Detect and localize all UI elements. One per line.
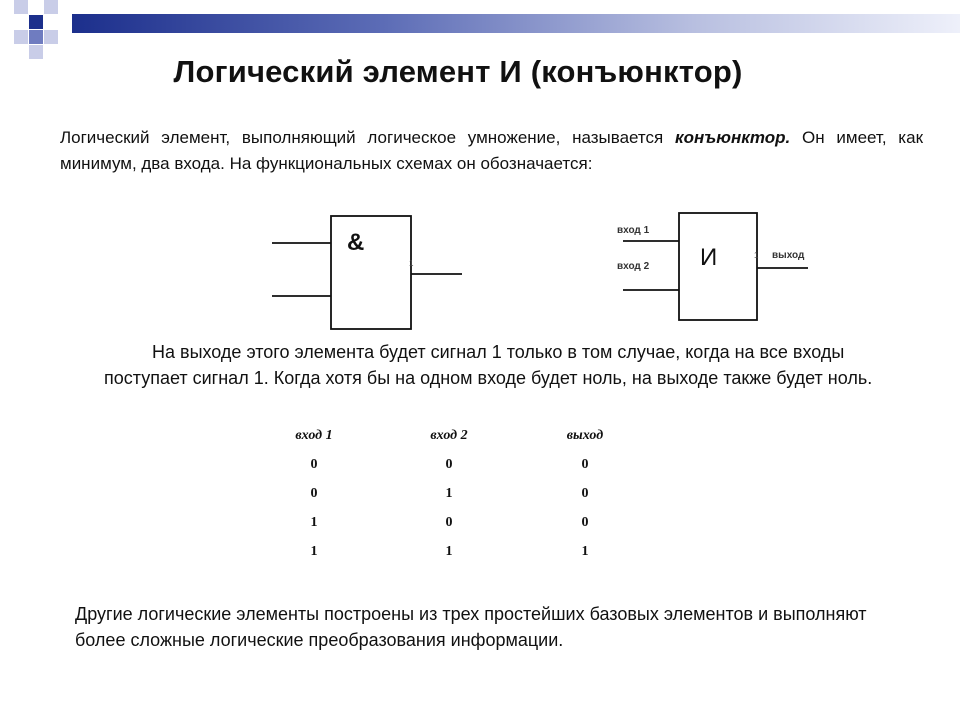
table-cell: 1 — [445, 485, 453, 501]
table-cell: 1 — [445, 543, 453, 559]
and-symbol: И — [700, 244, 718, 271]
truth-table — [272, 422, 628, 566]
table-cell: 0 — [310, 456, 318, 472]
table-cell: 1 — [581, 543, 589, 559]
explanation-paragraph — [104, 339, 894, 391]
table-cell: 1 — [310, 543, 318, 559]
header-input-1: вход 1 — [295, 428, 333, 443]
table-cell: 1 — [310, 514, 318, 530]
table-cell: 0 — [581, 456, 589, 472]
intro-text-2: Он имеет, как минимум, два входа. На функциональных схемах он обозначается: — [60, 128, 924, 173]
gate-box — [331, 216, 411, 329]
and-gate-right — [617, 213, 808, 320]
output-mark: 1 — [409, 259, 414, 268]
table-row — [272, 479, 628, 508]
header-input-2: вход 2 — [430, 428, 468, 443]
table-row — [272, 508, 628, 537]
intro-text-1: Логический элемент, выполняющий логическое умножение, называется — [60, 128, 675, 147]
output-mark: 1 — [754, 251, 759, 260]
table-row — [272, 537, 628, 566]
and-gate-left — [272, 216, 462, 329]
input-1-label: вход 1 — [617, 225, 650, 236]
table-cell: 0 — [445, 456, 453, 472]
table-cell: 0 — [581, 485, 589, 501]
gate-box — [679, 213, 757, 320]
table-cell: 0 — [445, 514, 453, 530]
table-cell: 0 — [310, 485, 318, 501]
output-label: выход — [772, 250, 805, 261]
conclusion-paragraph: Другие логические элементы построены из трех простейших базовых элементов и выполняют более сложные логические преобразования информации. — [75, 604, 867, 650]
header-output: выход — [566, 428, 604, 443]
input-2-label: вход 2 — [617, 261, 650, 272]
table-header-row — [272, 422, 628, 450]
explanation-text: На выходе этого элемента будет сигнал 1 только в том случае, когда на все входы поступает сигнал 1. Когда хотя бы на одном входе будет ноль, на выходе также будет ноль. — [104, 342, 873, 388]
table-row — [272, 450, 628, 479]
table-cell: 0 — [581, 514, 589, 530]
page-title: Логический элемент И (конъюнктор) — [173, 54, 743, 89]
ampersand-symbol: & — [347, 229, 365, 256]
intro-term: конъюнктор. — [675, 128, 791, 147]
